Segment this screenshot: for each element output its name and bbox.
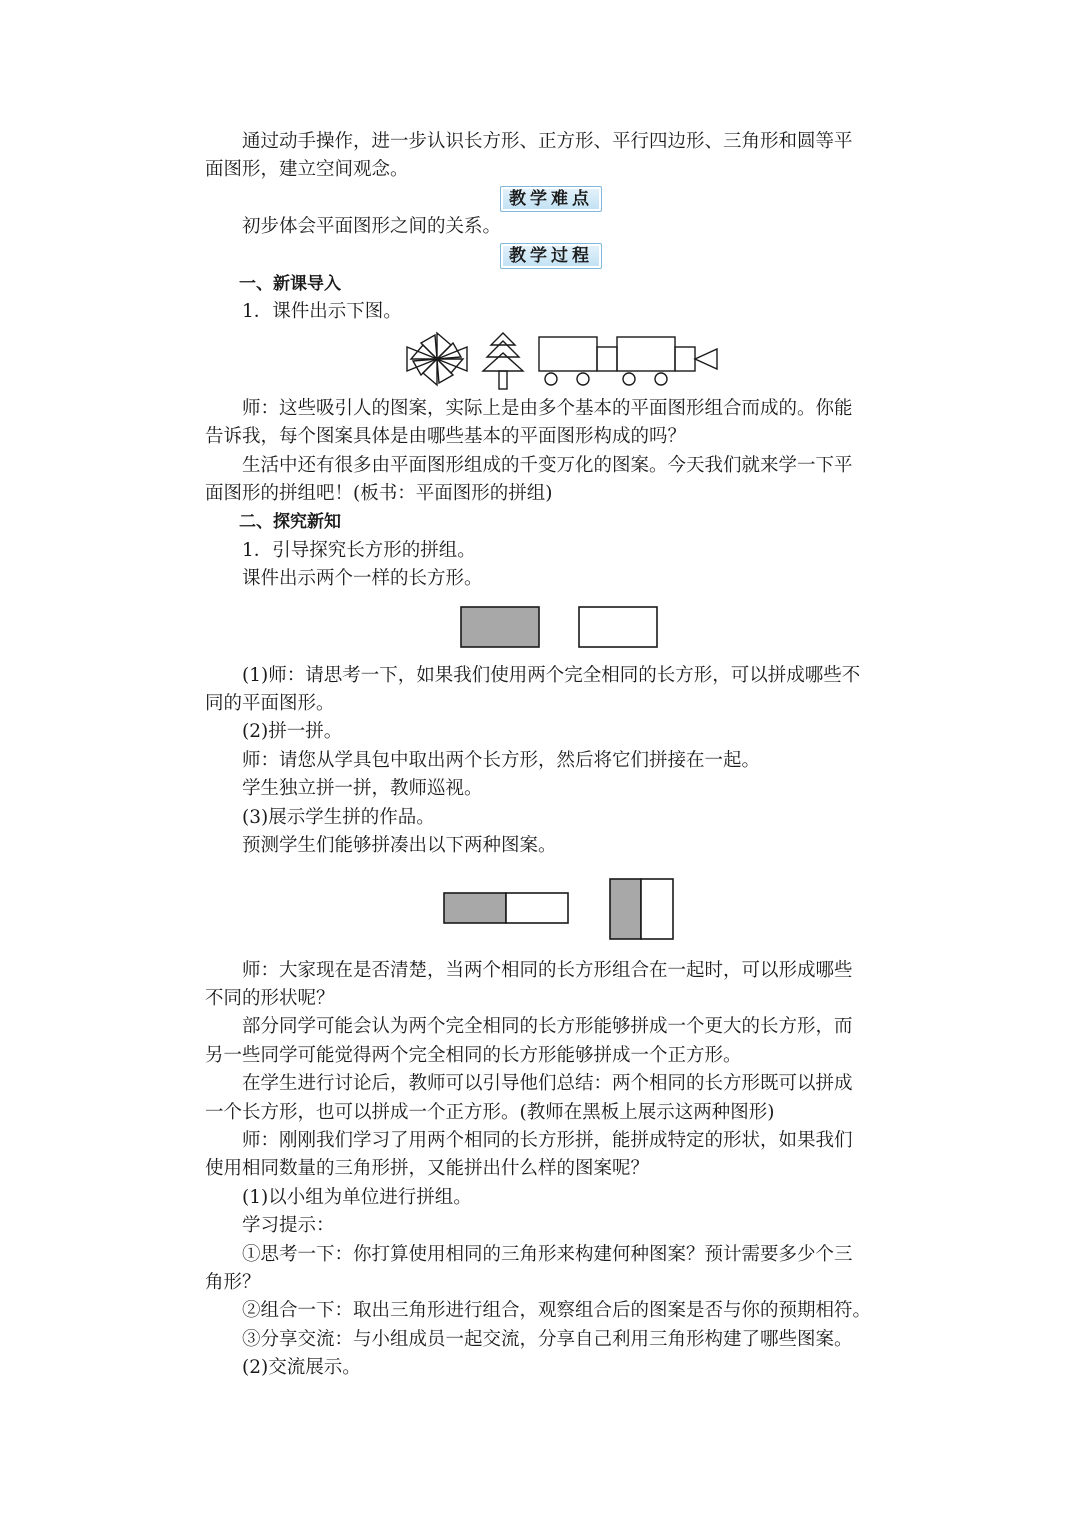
intro-figure <box>205 327 877 395</box>
paragraph: 角形？ <box>205 1271 261 1293</box>
paragraph: (2)交流展示。 <box>242 1357 361 1379</box>
paragraph: 同的平面图形。 <box>205 693 335 715</box>
paragraph: 学习提示： <box>242 1215 335 1237</box>
paragraph: 师：大家现在是否清楚，当两个相同的长方形组合在一起时，可以形成哪些 <box>242 959 853 981</box>
square-combo <box>610 879 673 939</box>
paragraph: 另一些同学可能觉得两个完全相同的长方形能够拼成一个正方形。 <box>205 1044 742 1066</box>
difficulty-badge: 教学难点 <box>500 186 602 212</box>
paragraph: 部分同学可能会认为两个完全相同的长方形能够拼成一个更大的长方形，而 <box>242 1016 853 1038</box>
paragraph: ③分享交流：与小组成员一起交流，分享自己利用三角形构建了哪些图案。 <box>242 1328 853 1350</box>
intro-line: 面图形，建立空间观念。 <box>205 159 409 181</box>
paragraph: (1)师：请思考一下，如果我们使用两个完全相同的长方形，可以拼成哪些不 <box>242 664 861 686</box>
paragraph: 课件出示两个一样的长方形。 <box>242 568 483 590</box>
paragraph: 师：刚刚我们学习了用两个相同的长方形拼，能拼成特定的形状，如果我们 <box>242 1129 853 1151</box>
paragraph: (3)展示学生拼的作品。 <box>242 806 435 828</box>
pattern-figure <box>205 327 877 395</box>
tree-pattern <box>483 333 523 389</box>
difficulty-text: 初步体会平面图形之间的关系。 <box>242 216 502 238</box>
white-rectangle <box>579 607 657 647</box>
paragraph: (1)以小组为单位进行拼组。 <box>242 1186 472 1208</box>
two-rectangles <box>205 594 877 662</box>
paragraph: 师：这些吸引人的图案，实际上是由多个基本的平面图形组合而成的。你能 <box>242 397 853 419</box>
paragraph: 一个长方形，也可以拼成一个正方形。(教师在黑板上展示这两种图形) <box>205 1101 775 1123</box>
paragraph: 面图形的拼组吧！(板书：平面图形的拼组) <box>205 483 553 505</box>
paragraph: 师：请您从学具包中取出两个长方形，然后将它们拼接在一起。 <box>242 749 761 771</box>
paragraph: ①思考一下：你打算使用相同的三角形来构建何种图案？预计需要多少个三 <box>242 1243 853 1265</box>
paragraph: (2)拼一拼。 <box>242 721 343 743</box>
paragraph: 生活中还有很多由平面图形组成的千变万化的图案。今天我们就来学一下平 <box>242 454 853 476</box>
long-rectangle-combo <box>444 893 568 923</box>
paragraph: 1．课件出示下图。 <box>242 301 402 323</box>
two-rectangles-figure <box>205 594 877 662</box>
document-page <box>205 128 877 1383</box>
paragraph: 1．引导探究长方形的拼组。 <box>242 539 476 561</box>
section-heading: 一、新课导入 <box>239 274 341 294</box>
badge-row <box>205 185 877 213</box>
paragraph: ②组合一下：取出三角形进行组合，观察组合后的图案是否与你的预期相符。 <box>242 1300 872 1322</box>
paragraph: 不同的形状呢？ <box>205 987 335 1009</box>
combined-shapes <box>205 861 877 957</box>
paragraph: 学生独立拼一拼，教师巡视。 <box>242 778 483 800</box>
paragraph: 告诉我，每个图案具体是由哪些基本的平面图形构成的吗？ <box>205 426 687 448</box>
process-badge: 教学过程 <box>500 243 602 269</box>
section-heading: 二、探究新知 <box>239 512 341 533</box>
shaded-rectangle <box>461 607 539 647</box>
badge-row <box>205 242 877 270</box>
pinwheel-pattern <box>407 333 467 385</box>
paragraph: 在学生进行讨论后，教师可以引导他们总结：两个相同的长方形既可以拼成 <box>242 1073 853 1095</box>
intro-line: 通过动手操作，进一步认识长方形、正方形、平行四边形、三角形和圆等平 <box>242 131 853 152</box>
combined-figure <box>205 861 877 957</box>
train-pattern <box>539 337 717 385</box>
paragraph: 使用相同数量的三角形拼，又能拼出什么样的图案呢？ <box>205 1158 650 1180</box>
paragraph: 预测学生们能够拼凑出以下两种图案。 <box>242 835 557 857</box>
